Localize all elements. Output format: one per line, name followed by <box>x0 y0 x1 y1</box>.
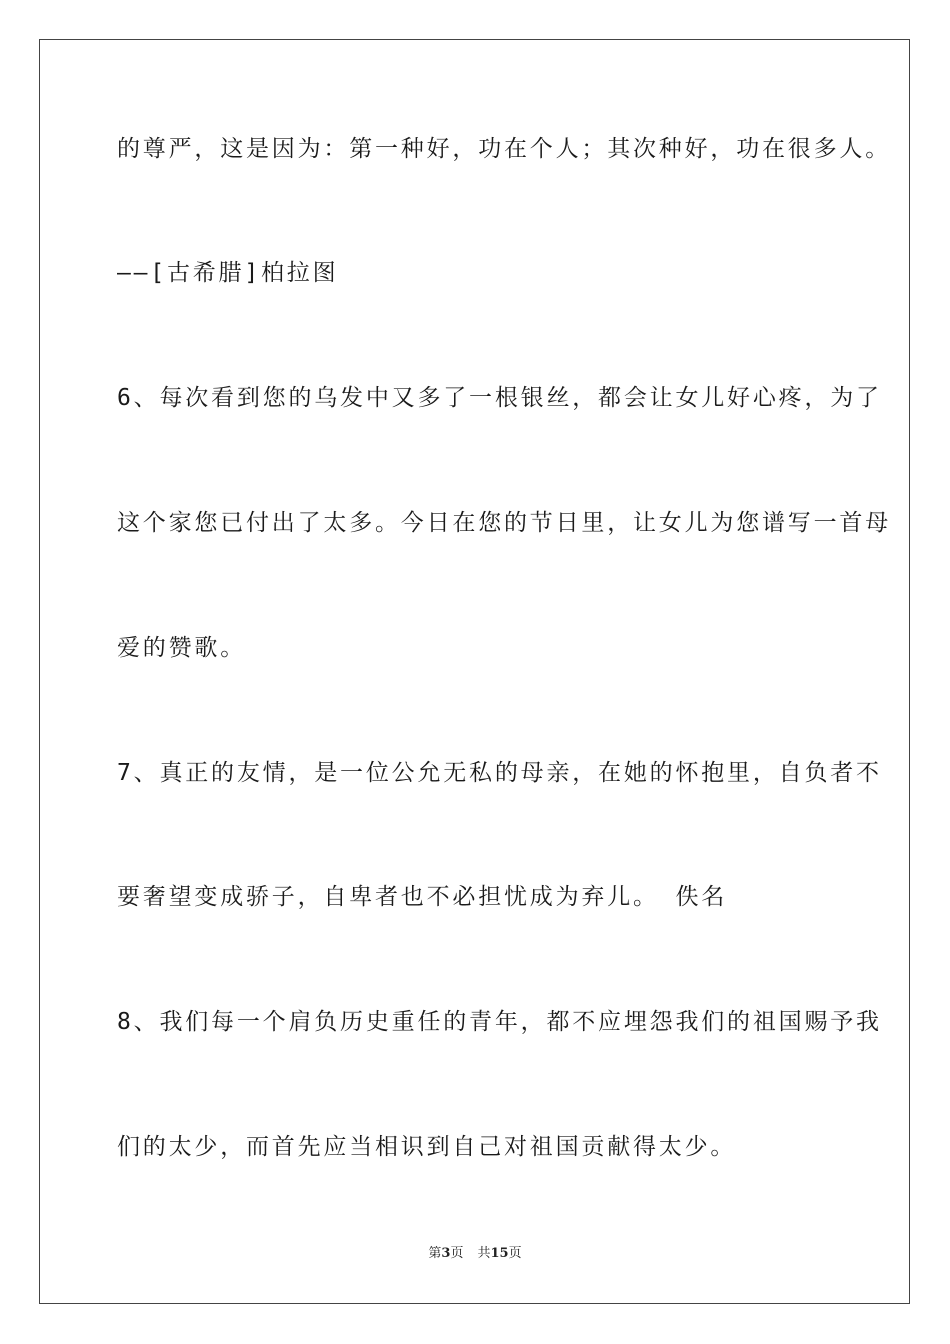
page-frame <box>39 39 910 1304</box>
total-suffix: 页 <box>508 1246 522 1261</box>
page-prefix: 第 <box>428 1246 442 1261</box>
text-line-9: 们的太少，而首先应当相识到自己对祖国贡献得太少。 <box>117 1134 737 1160</box>
page-footer <box>0 1245 950 1263</box>
text-line-2: ——[古希腊]柏拉图 <box>117 260 339 286</box>
text-line-4: 这个家您已付出了太多。今日在您的节日里，让女儿为您谱写一首母 <box>117 510 891 536</box>
text-line-6: 7、真正的友情，是一位公允无私的母亲，在她的怀抱里，自负者不 <box>117 760 882 786</box>
current-page-number: 3 <box>441 1246 451 1261</box>
text-line-7: 要奢望变成骄子，自卑者也不必担忧成为弃儿。 佚名 <box>117 884 728 910</box>
text-line-3: 6、每次看到您的乌发中又多了一根银丝，都会让女儿好心疼，为了 <box>117 385 882 411</box>
text-line-1: 的尊严，这是因为：第一种好，功在个人；其次种好，功在很多人。 <box>117 136 891 162</box>
total-page-count: 15 <box>490 1246 509 1261</box>
page-suffix: 页 <box>450 1246 464 1261</box>
text-line-8: 8、我们每一个肩负历史重任的青年，都不应埋怨我们的祖国赐予我 <box>117 1009 882 1035</box>
total-prefix: 共 <box>477 1246 491 1261</box>
text-line-5: 爱的赞歌。 <box>117 635 246 661</box>
